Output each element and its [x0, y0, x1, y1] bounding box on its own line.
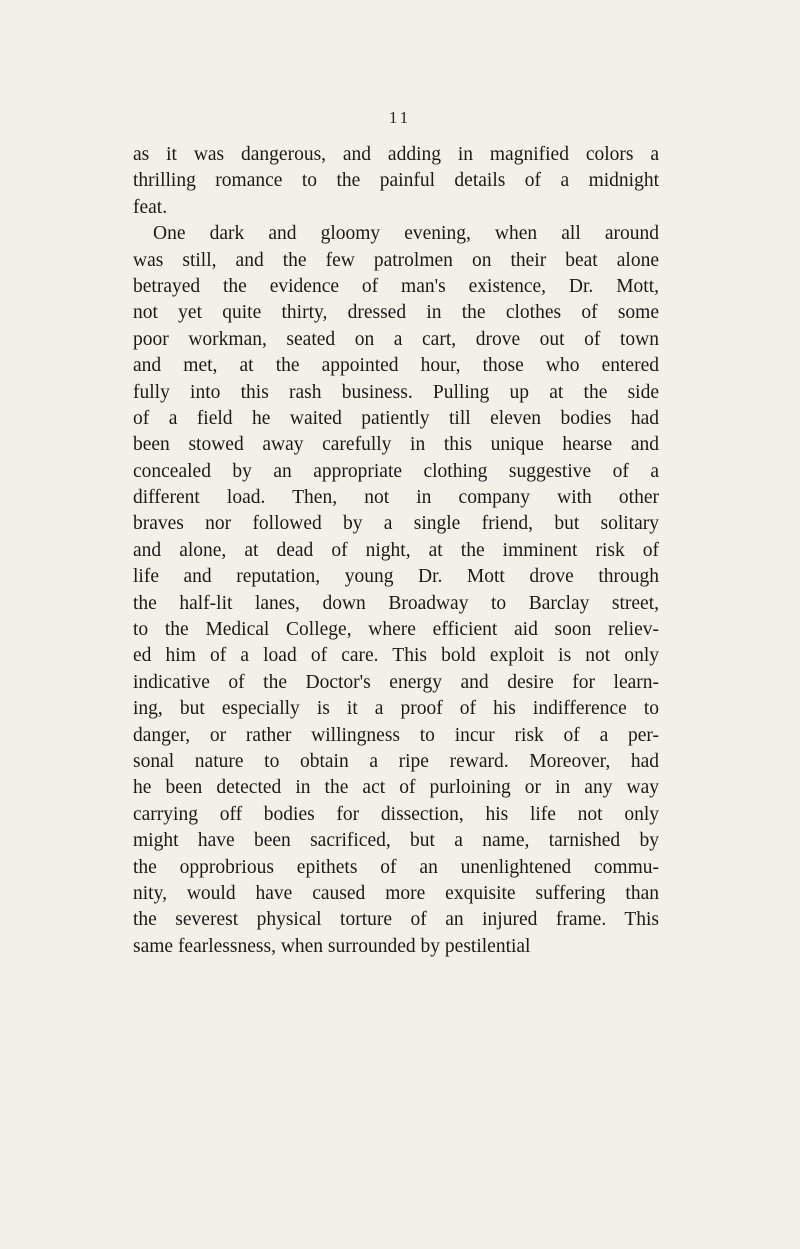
text-line: fully into this rash business. Pulling up at the side — [133, 381, 659, 403]
text-line: feat. — [133, 196, 168, 218]
text-line: poor workman, seated on a cart, drove out of town — [133, 328, 659, 350]
paragraph-first-line: One dark and gloomy evening, when all around — [153, 223, 659, 245]
text-line: been stowed away carefully in this unique hearse and — [133, 434, 659, 456]
text-line: sonal nature to obtain a ripe reward. Moreover, had — [133, 750, 659, 772]
text-line: ed him of a load of care. This bold exploit is not only — [133, 645, 659, 667]
text-line: life and reputation, young Dr. Mott drove through — [133, 566, 659, 588]
text-line: was still, and the few patrolmen on their beat alone — [133, 249, 659, 271]
text-line: as it was dangerous, and adding in magnified colors a — [133, 144, 659, 165]
text-line: the opprobrious epithets of an unenlightened commu- — [133, 856, 659, 878]
text-line: of a field he waited patiently till eleven bodies had — [133, 407, 659, 429]
text-line: different load. Then, not in company with other — [133, 487, 659, 509]
text-line: betrayed the evidence of man's existence, Dr. Mott, — [133, 275, 659, 297]
text-line: to the Medical College, where efficient aid soon reliev- — [133, 619, 659, 641]
text-line: braves nor followed by a single friend, but solitary — [133, 513, 659, 535]
text-line: thrilling romance to the painful details of a midnight — [133, 170, 659, 192]
text-line: the half-lit lanes, down Broadway to Barclay street, — [133, 592, 659, 614]
text-line: same fearlessness, when surrounded by pestilential — [133, 935, 531, 957]
text-line: not yet quite thirty, dressed in the clothes of some — [133, 302, 659, 324]
text-line: he been detected in the act of purloining or in any way — [133, 777, 659, 799]
text-line: might have been sacrificed, but a name, tarnished by — [133, 830, 659, 852]
text-line: danger, or rather willingness to incur risk of a per- — [133, 724, 659, 746]
body-text — [133, 142, 659, 960]
text-line: and met, at the appointed hour, those who entered — [133, 355, 659, 377]
text-line: concealed by an appropriate clothing suggestive of a — [133, 460, 659, 482]
text-line: the severest physical torture of an injured frame. This — [133, 909, 659, 931]
text-line: ing, but especially is it a proof of his indifference to — [133, 698, 659, 720]
text-line: carrying off bodies for dissection, his life not only — [133, 803, 659, 825]
text-line: indicative of the Doctor's energy and desire for learn- — [133, 671, 659, 693]
page-number: 11 — [388, 108, 412, 127]
text-line: and alone, at dead of night, at the imminent risk of — [133, 539, 659, 561]
text-line: nity, would have caused more exquisite suffering than — [133, 882, 659, 904]
